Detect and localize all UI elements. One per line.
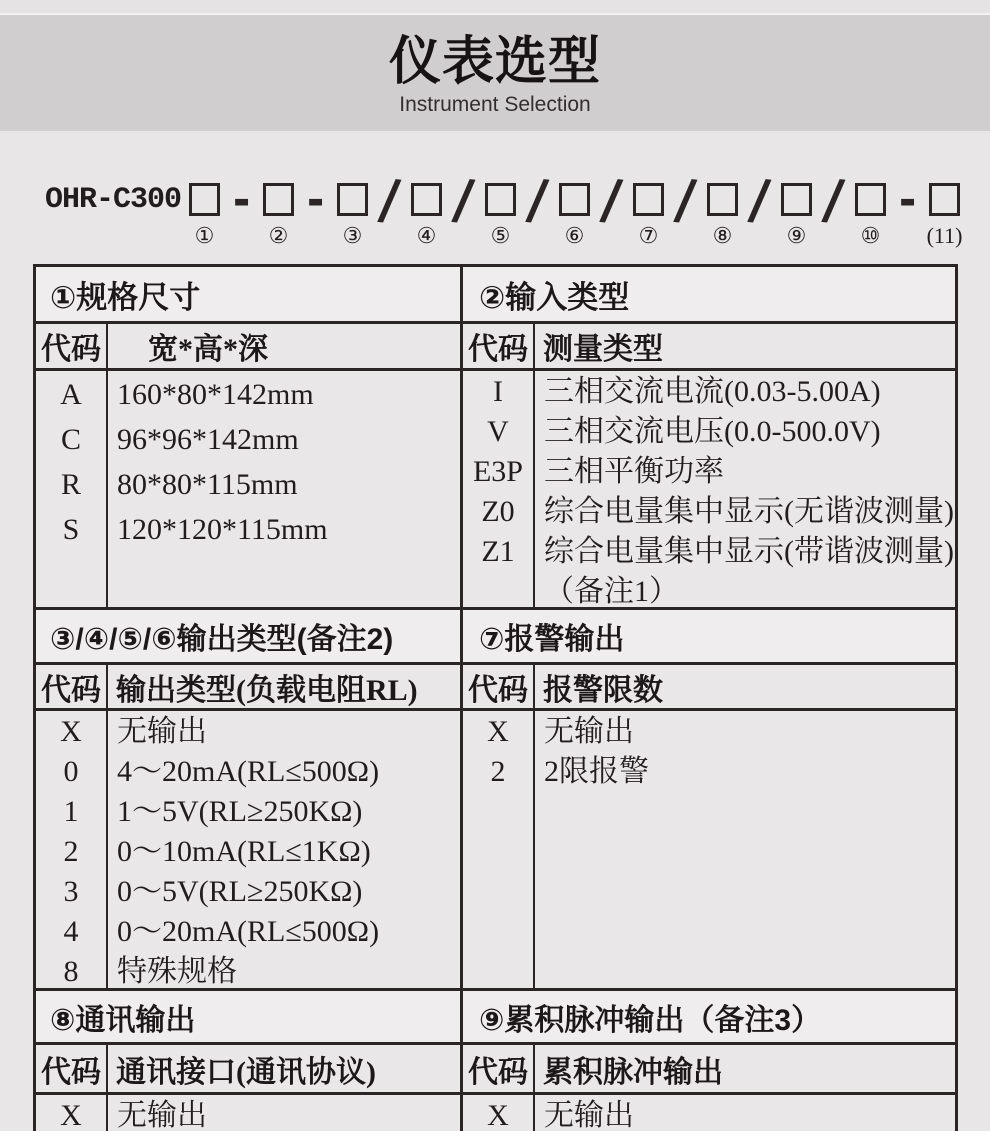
code-box-9 [781, 183, 812, 216]
separator-dash: - [306, 172, 325, 227]
dimension-value: 120*120*115mm [117, 513, 328, 546]
input-type-note: （备注1） [544, 575, 679, 607]
dimension-value: 96*96*142mm [117, 423, 299, 456]
alarm-value: 无输出 [544, 715, 634, 748]
comm-value: 无输出 [117, 1099, 207, 1131]
code-column-header: 代码 [463, 1045, 535, 1092]
separator-dash: - [232, 172, 251, 227]
separator-dash: - [898, 172, 917, 227]
input-type-value: 综合电量集中显示(无谐波测量) [544, 495, 954, 528]
alarm-codes [463, 711, 535, 988]
separator-slash: / [450, 167, 477, 232]
section-title-input-type: ②输入类型 [460, 267, 955, 321]
body-row-1-2 [36, 371, 955, 610]
pulse-codes [463, 1095, 535, 1131]
code-value: Z1 [481, 535, 515, 568]
model-code-position-2 [263, 183, 294, 248]
page-title: 仪表选型 [388, 32, 601, 91]
code-value: X [60, 1099, 82, 1131]
code-box-6 [559, 183, 590, 216]
column-header-row-3-7 [36, 665, 955, 711]
pulse-values [535, 1095, 955, 1131]
output-type-value: 1～5V(RL≥250KΩ) [117, 795, 363, 828]
section-header-row-1-2 [36, 267, 955, 324]
model-code-position-11 [926, 183, 963, 248]
page-subtitle: Instrument Selection [399, 92, 591, 116]
dimension-value: 160*80*142mm [117, 378, 314, 411]
dimension-values [108, 371, 460, 607]
column-headers-alarm [460, 665, 955, 708]
body-row-3-7 [36, 711, 955, 991]
position-label-8: ⑧ [712, 223, 733, 248]
input-type-codes [463, 371, 535, 607]
code-value: 3 [63, 875, 79, 908]
column-headers-output-type [36, 665, 460, 708]
code-column-header: 代码 [36, 1045, 108, 1092]
model-code-position-3 [337, 183, 368, 248]
code-value: X [60, 715, 82, 748]
model-prefix: OHR-C300 [45, 183, 182, 217]
separator-slash: / [820, 167, 847, 232]
code-value: X [487, 1099, 509, 1131]
section-title-alarm-output: ⑦报警输出 [460, 610, 955, 662]
code-value: S [62, 513, 80, 546]
comm-output-body [36, 1095, 460, 1131]
position-label-1: ① [194, 223, 215, 248]
code-box-7 [633, 183, 664, 216]
input-type-values [535, 371, 955, 607]
column-header-row-1-2 [36, 324, 955, 371]
code-column-header: 代码 [36, 324, 108, 368]
separator-slash: / [376, 167, 403, 232]
code-value: I [493, 375, 503, 408]
body-row-8-9 [36, 1095, 955, 1131]
model-code-position-9 [781, 183, 812, 248]
input-type-value: 三相交流电压(0.0-500.0V) [544, 415, 881, 448]
code-box-1 [189, 183, 220, 216]
code-value: 1 [63, 795, 79, 828]
code-value: 0 [63, 755, 79, 788]
input-type-value: 三相平衡功率 [544, 455, 724, 488]
model-code-position-10 [855, 183, 886, 248]
input-type-value: 综合电量集中显示(带谐波测量) [544, 535, 954, 568]
comm-interface-column-header: 通讯接口(通讯协议) [116, 1055, 376, 1089]
output-type-value: 0～10mA(RL≤1KΩ) [117, 835, 371, 868]
pulse-output-column-header: 累积脉冲输出 [543, 1055, 723, 1089]
model-code-position-5 [485, 183, 516, 248]
top-margin-strip [0, 0, 990, 15]
code-column-header: 代码 [463, 665, 535, 708]
code-value: E3P [472, 455, 523, 488]
model-code-position-4 [411, 183, 442, 248]
column-headers-pulse [460, 1045, 955, 1092]
position-label-11: (11) [926, 223, 963, 248]
code-box-8 [707, 183, 738, 216]
column-header-row-8-9 [36, 1045, 955, 1095]
column-headers-dimensions [36, 324, 460, 368]
column-headers-input-type [460, 324, 955, 368]
code-value: X [487, 715, 509, 748]
alarm-limit-column-header: 报警限数 [543, 673, 663, 707]
code-value: Z0 [481, 495, 515, 528]
output-type-value: 无输出 [117, 715, 207, 748]
dimension-value: 80*80*115mm [117, 468, 298, 501]
code-value: R [60, 468, 81, 501]
section-title-comm-output: ⑧通讯输出 [36, 991, 460, 1042]
code-value: 8 [63, 955, 79, 988]
position-label-4: ④ [416, 223, 437, 248]
output-type-values [108, 711, 460, 988]
section-title-output-type: ③/④/⑤/⑥输出类型(备注2) [36, 610, 460, 662]
code-value: C [60, 423, 81, 456]
position-label-5: ⑤ [490, 223, 511, 248]
output-type-codes [36, 711, 108, 988]
code-box-10 [855, 183, 886, 216]
code-value: 2 [63, 835, 79, 868]
output-type-body [36, 711, 460, 988]
section-title-dimensions: ①规格尺寸 [36, 267, 460, 321]
separator-slash: / [524, 167, 551, 232]
code-box-2 [263, 183, 294, 216]
section-title-pulse-output: ⑨累积脉冲输出（备注3） [460, 991, 955, 1042]
pulse-output-body [460, 1095, 955, 1131]
model-code-position-1 [189, 183, 220, 248]
comm-values [108, 1095, 460, 1131]
title-banner [0, 15, 990, 131]
position-label-7: ⑦ [638, 223, 659, 248]
output-type-column-header: 输出类型(负载电阻RL) [116, 673, 418, 707]
code-column-header: 代码 [463, 324, 535, 368]
section-header-row-3-7 [36, 610, 955, 665]
dimension-codes [36, 371, 108, 607]
comm-codes [36, 1095, 108, 1131]
separator-slash: / [746, 167, 773, 232]
alarm-values [535, 711, 955, 988]
output-type-value: 特殊规格 [117, 955, 237, 988]
model-code-position-6 [559, 183, 590, 248]
code-value: A [60, 378, 82, 411]
code-value: 2 [490, 755, 506, 788]
separator-slash: / [672, 167, 699, 232]
alarm-value: 2限报警 [544, 755, 649, 788]
output-type-value: 0～5V(RL≥250KΩ) [117, 875, 363, 908]
column-headers-comm [36, 1045, 460, 1092]
output-type-value: 4～20mA(RL≤500Ω) [117, 755, 380, 788]
position-label-2: ② [268, 223, 289, 248]
separator-slash: / [598, 167, 625, 232]
alarm-output-body [460, 711, 955, 988]
input-type-value: 三相交流电流(0.03-5.00A) [544, 375, 881, 408]
selection-table [33, 264, 958, 1131]
model-code-line [45, 167, 963, 248]
code-value [463, 572, 533, 612]
position-label-10: ⑩ [860, 223, 881, 248]
code-box-11 [929, 183, 960, 216]
dimension-column-header: 宽*高*深 [148, 333, 268, 366]
dimensions-body [36, 371, 460, 607]
code-value: 4 [63, 915, 79, 948]
position-label-6: ⑥ [564, 223, 585, 248]
section-header-row-8-9 [36, 991, 955, 1045]
model-code-boxes [189, 167, 963, 248]
model-code-position-8 [707, 183, 738, 248]
code-box-5 [485, 183, 516, 216]
input-type-body [460, 371, 955, 607]
code-column-header: 代码 [36, 665, 108, 708]
output-type-value: 0～20mA(RL≤500Ω) [117, 915, 380, 948]
code-box-3 [337, 183, 368, 216]
code-box-4 [411, 183, 442, 216]
model-code-position-7 [633, 183, 664, 248]
position-label-9: ⑨ [786, 223, 807, 248]
code-value: V [487, 415, 509, 448]
measure-type-column-header: 测量类型 [543, 333, 663, 366]
pulse-value: 无输出 [544, 1099, 634, 1131]
position-label-3: ③ [342, 223, 363, 248]
